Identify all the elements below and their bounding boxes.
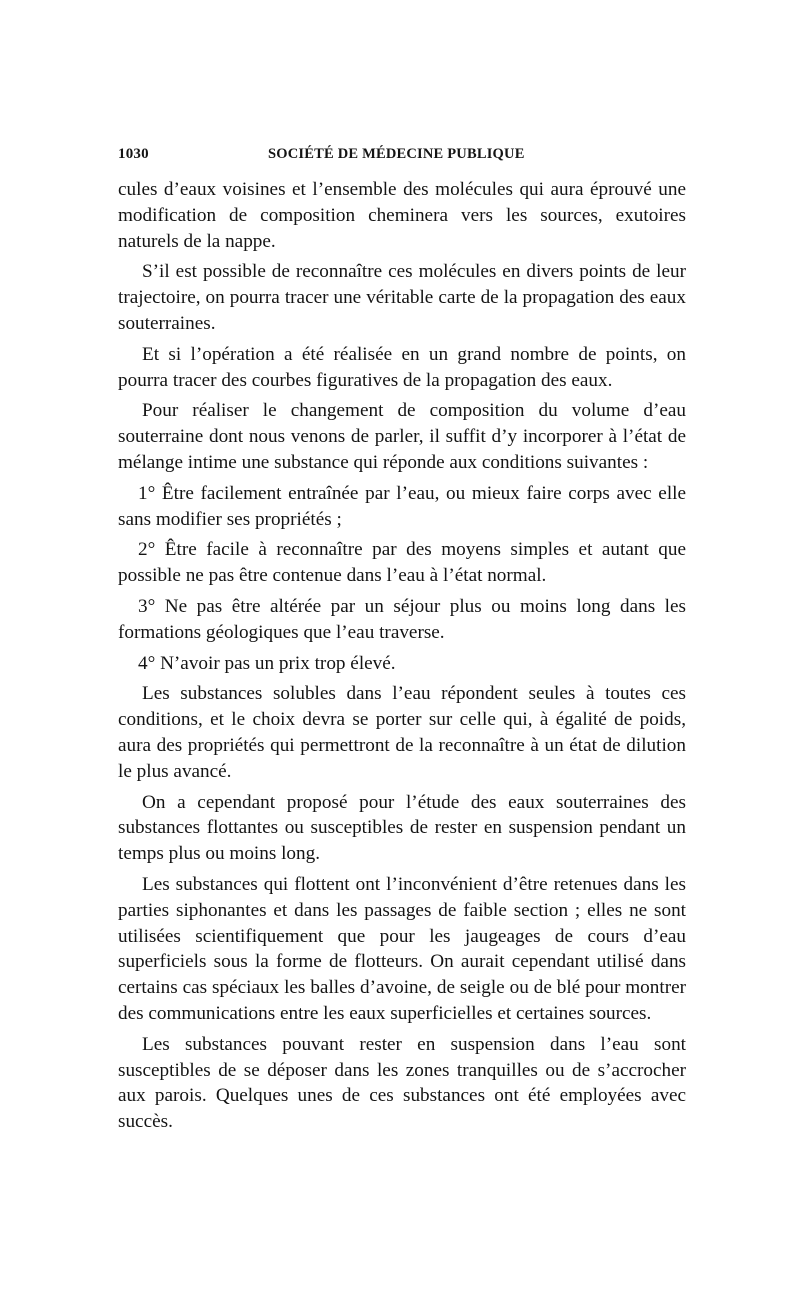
book-page [118, 143, 686, 1140]
condition-item-4: 4° N’avoir pas un prix trop élevé. [138, 652, 396, 674]
page-number: 1030 [118, 146, 149, 162]
condition-item-3: 3° Ne pas être altérée par un séjour plus ou moins long dans les formations géologiques que l’eau traverse. [118, 595, 686, 643]
paragraph: Et si l’opération a été réalisée en un grand nombre de points, on pourra tracer des courbes figuratives de la propagation des eaux. [118, 343, 686, 391]
condition-item-1: 1° Être facilement entraînée par l’eau, ou mieux faire corps avec elle sans modifier ses propriétés ; [118, 482, 686, 530]
paragraph: S’il est possible de reconnaître ces molécules en divers points de leur trajectoire, on pourra tracer une véritable carte de la propagation des eaux souterraines. [118, 261, 686, 334]
paragraph-continued: cules d’eaux voisines et l’ensemble des molécules qui aura éprouvé une modification de composition cheminera vers les sources, exutoires naturels de la nappe. [118, 179, 686, 252]
paragraph: Les substances qui flottent ont l’inconvénient d’être retenues dans les parties siphonantes et dans les passages de faible section ; elles ne sont utilisées scientifiquement que pour les jaugeages de cours d’eau superficiels sous la forme de flotteurs. On aurait cependant utilisé dans certains cas spéciaux les balles d’avoine, de seigle ou de blé pour montrer des communications entre les eaux superficielles et certaines sources. [118, 873, 686, 1024]
paragraph: Pour réaliser le changement de composition du volume d’eau souterraine dont nous venons de parler, il suffit d’y incorporer à l’état de mélange intime une substance qui réponde aux conditions suivantes : [118, 400, 686, 473]
paragraph: On a cependant proposé pour l’étude des eaux souterraines des substances flottantes ou susceptibles de rester en suspension pendant un temps plus ou moins long. [118, 791, 686, 865]
running-head [118, 143, 686, 165]
running-title: SOCIÉTÉ DE MÉDECINE PUBLIQUE [268, 146, 525, 162]
condition-item-2: 2° Être facile à reconnaître par des moyens simples et autant que possible ne pas être contenue dans l’eau à l’état normal. [118, 539, 686, 587]
paragraph: Les substances solubles dans l’eau répondent seules à toutes ces conditions, et le choix devra se porter sur celle qui, à égalité de poids, aura des propriétés qui permettront de la reconnaître à un état de dilution le plus avancé. [118, 683, 686, 782]
body-text [118, 177, 686, 1135]
paragraph: Les substances pouvant rester en suspension dans l’eau sont susceptibles de se déposer dans les zones tranquilles ou de s’accrocher aux parois. Quelques unes de ces substances ont été employées avec succès. [118, 1033, 686, 1133]
